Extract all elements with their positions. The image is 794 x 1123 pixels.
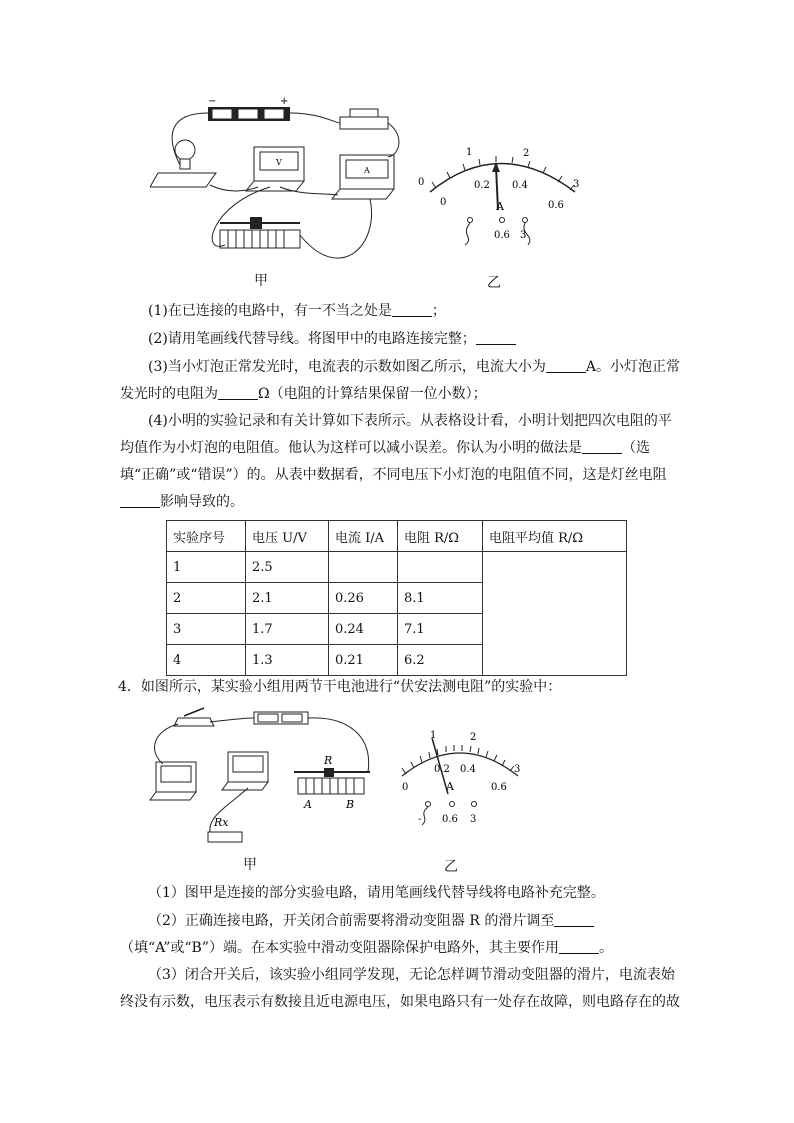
table-header-row [167,521,627,552]
svg-text:V: V [276,158,282,167]
answer-blank[interactable] [218,385,258,400]
label-r: R [324,754,333,767]
figure-2-caption-right: 乙 [444,859,458,875]
answer-blank[interactable] [582,439,622,454]
answer-blank[interactable] [554,912,594,927]
svg-text:A: A [364,166,370,175]
dial2-top-1: 1 [430,730,437,741]
dial-top-1: 1 [466,147,473,158]
table-cell: 2 [167,583,246,614]
experiment-table [166,520,627,676]
table-row [167,552,627,583]
table-cell: 4 [167,645,246,676]
q4-part-3: （3）闭合开关后，该实验小组同学发现，无论怎样调节滑动变阻器的滑片，电流表始终没有示数，电压表示有数接且近电源电压，如果电路只有一处存在故障，则电路存在的故 [120,967,680,1010]
circuit-figure-1 [150,95,420,280]
q3-part-2: (2)请用笔画线代替导线。将图甲中的电路连接完整； [120,326,680,353]
table-average-cell[interactable] [483,552,627,676]
table-cell: 2.1 [246,583,329,614]
answer-blank[interactable] [392,302,432,317]
ammeter-dial-figure-2 [388,730,528,830]
dial-terminal-3: 3 [520,230,527,241]
q3-part-4: (4)小明的实验记录和有关计算如下表所示。从表格设计看，小明计划把四次电阻的平均值作为小灯泡的电阻值。他认为这样可以减小误差。你认为小明的做法是 （选填“正确”或“错误”）的。从表中数据看，不同电压下小灯泡的电阻值不同，这是灯丝电阻影响导致的。 [120,413,672,510]
q4-part-2: （2）正确连接电路，开关闭合前需要将滑动变阻器 R 的滑片调至（填“A”或“B”）端。在本实验中滑动变阻器除保护电路外，其主要作用 。 [120,913,613,956]
dial2-terminal-3: 3 [470,814,477,825]
dial2-bottom-3: 0.6 [491,782,507,793]
q3-part-3: (3)当小灯泡正常发光时，电流表的示数如图乙所示，电流大小为 A。小灯泡正常发光时的电阻为 Ω（电阻的计算结果保留一位小数）； [120,359,680,402]
figure-1-caption-right: 乙 [487,275,501,291]
dial2-bottom-0: 0 [402,782,409,793]
answer-blank[interactable] [559,939,599,954]
table-cell: 8.1 [398,583,483,614]
dial-bottom-2: 0.4 [512,180,528,191]
dial-bottom-1: 0.2 [474,180,490,191]
table-cell: 6.2 [398,645,483,676]
dial-terminal-06: 0.6 [494,230,510,241]
figure-2-caption-left: 甲 [243,857,257,873]
ammeter-dial-figure-1 [410,140,595,250]
label-a: A [304,798,312,811]
svg-text:−: − [208,96,217,107]
table-cell[interactable] [398,552,483,583]
dial-top-0: 0 [418,177,425,188]
table-cell: 0.24 [329,614,398,645]
table-header: 电阻平均值 R/Ω [483,521,627,552]
label-rx: Rx [214,816,229,829]
table-header: 实验序号 [167,521,246,552]
table-cell: 1.3 [246,645,329,676]
dial-bottom-0: 0 [440,197,447,208]
table-header: 电压 U/V [246,521,329,552]
dial2-top-2: 2 [470,732,477,743]
table-cell: 0.21 [329,645,398,676]
table-cell: 2.5 [246,552,329,583]
table-cell[interactable] [329,552,398,583]
q3-part-1: (1)在已连接的电路中，有一不当之处是 ； [148,303,446,319]
table-header: 电阻 R/Ω [398,521,483,552]
figure-1-caption-left: 甲 [254,273,268,289]
answer-blank[interactable] [476,330,516,345]
circuit-figure-2 [148,706,378,856]
q4-part-1: （1）图甲是连接的部分实验电路，请用笔画线代替导线将电路补充完整。 [148,885,605,901]
table-cell: 1 [167,552,246,583]
dial2-terminal-06: 0.6 [442,814,458,825]
table-cell: 0.26 [329,583,398,614]
dial2-terminal-neg: - [418,814,422,825]
dial-bottom-3: 0.6 [548,200,564,211]
dial2-top-3: 3 [514,764,521,775]
q4-stem: 4．如图所示，某实验小组用两节干电池进行“伏安法测电阻”的实验中： [118,679,562,695]
answer-blank[interactable] [546,358,586,373]
dial-top-2: 2 [523,148,530,159]
label-b: B [346,798,355,811]
dial2-bottom-1: 0.2 [434,764,450,775]
dial2-unit: A [446,780,454,793]
table-header: 电流 I/A [329,521,398,552]
answer-blank[interactable] [120,493,160,508]
table-cell: 1.7 [246,614,329,645]
dial-top-3: 3 [573,179,580,190]
dial2-bottom-2: 0.4 [460,764,476,775]
table-cell: 7.1 [398,614,483,645]
dial-unit: A [496,200,504,213]
table-cell: 3 [167,614,246,645]
svg-text:+: + [280,96,289,107]
